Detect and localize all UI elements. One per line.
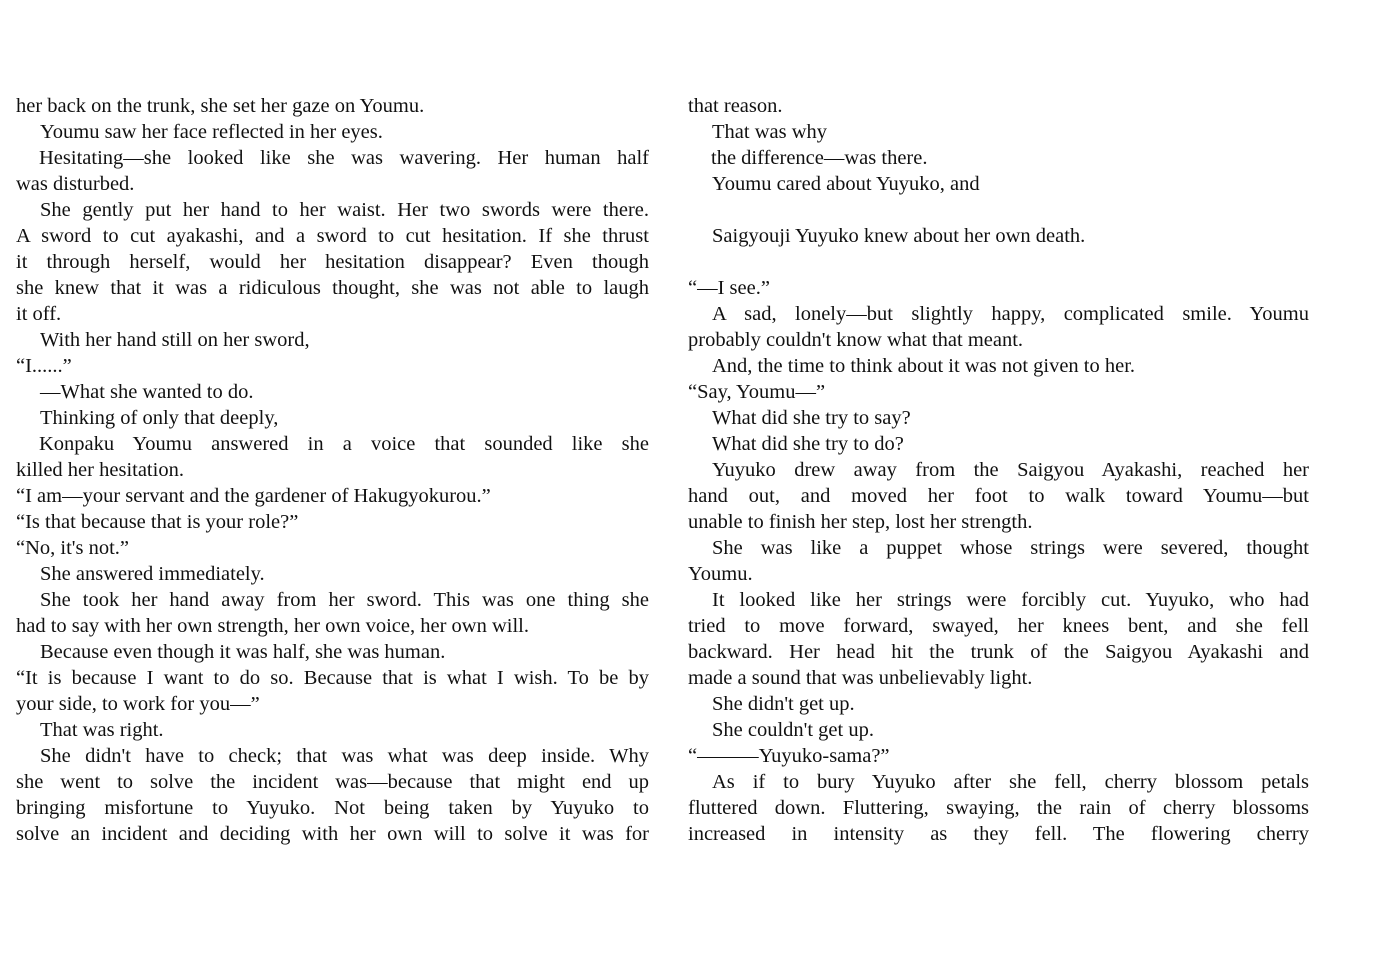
text-line: “Is that because that is your role?” xyxy=(16,511,299,533)
text-line: probably couldn't know what that meant. xyxy=(688,329,1024,351)
text-line: “It is because I want to do so. Because that is what I wish. To be by xyxy=(16,667,649,689)
text-line: It looked like her strings were forcibly cut. Yuyuko, who had xyxy=(712,589,1309,611)
text-line: solve an incident and deciding with her own will to solve it was for xyxy=(16,823,649,845)
text-line: She couldn't get up. xyxy=(712,719,874,741)
text-line: it off. xyxy=(16,303,62,325)
text-line: Youmu cared about Yuyuko, and xyxy=(712,173,980,195)
text-line: bringing misfortune to Yuyuko. Not being taken by Yuyuko to xyxy=(16,797,649,819)
text-line: What did she try to say? xyxy=(712,407,911,429)
text-line: she knew that it was a ridiculous thought, she was not able to laugh xyxy=(16,277,649,299)
text-line: That was right. xyxy=(40,719,164,741)
text-line: she went to solve the incident was—because that might end up xyxy=(16,771,649,793)
text-line: Konpaku Youmu answered in a voice that sounded like she xyxy=(39,433,649,455)
text-line: Because even though it was half, she was human. xyxy=(40,641,446,663)
text-line: “———Yuyuko-sama?” xyxy=(688,745,890,767)
text-line: “I am—your servant and the gardener of Hakugyokurou.” xyxy=(16,485,491,507)
text-line: backward. Her head hit the trunk of the Saigyou Ayakashi and xyxy=(688,641,1309,663)
text-line: “—I see.” xyxy=(688,277,770,299)
text-line xyxy=(688,249,1309,275)
text-line: hand out, and moved her foot to walk toward Youmu—but xyxy=(688,485,1309,507)
text-line: Youmu saw her face reflected in her eyes. xyxy=(40,121,383,143)
text-line: her back on the trunk, she set her gaze on Youmu. xyxy=(16,95,425,117)
text-line: She answered immediately. xyxy=(40,563,265,585)
text-line: it through herself, would her hesitation disappear? Even though xyxy=(16,251,649,273)
text-line: A sword to cut ayakashi, and a sword to cut hesitation. If she thrust xyxy=(16,225,649,247)
text-line: unable to finish her step, lost her strength. xyxy=(688,511,1033,533)
text-line: killed her hesitation. xyxy=(16,459,184,481)
text-line: She took her hand away from her sword. This was one thing she xyxy=(40,589,649,611)
text-line: “Say, Youmu—” xyxy=(688,381,826,403)
text-line: was disturbed. xyxy=(16,173,135,195)
text-line: A sad, lonely—but slightly happy, complicated smile. Youmu xyxy=(712,303,1309,325)
text-line: And, the time to think about it was not given to her. xyxy=(712,355,1136,377)
text-line: Saigyouji Yuyuko knew about her own death. xyxy=(712,225,1086,247)
text-line: made a sound that was unbelievably light. xyxy=(688,667,1033,689)
text-line: Yuyuko drew away from the Saigyou Ayakashi, reached her xyxy=(712,459,1309,481)
text-line xyxy=(688,197,1309,223)
text-line: What did she try to do? xyxy=(712,433,904,455)
text-line: As if to bury Yuyuko after she fell, cherry blossom petals xyxy=(712,771,1309,793)
text-line: “I......” xyxy=(16,355,72,377)
text-line: She was like a puppet whose strings were severed, thought xyxy=(712,537,1309,559)
text-line: the difference—was there. xyxy=(711,147,928,169)
text-line: your side, to work for you—” xyxy=(16,693,260,715)
text-line: She didn't get up. xyxy=(712,693,855,715)
text-line: Youmu. xyxy=(688,563,753,585)
text-line: “No, it's not.” xyxy=(16,537,130,559)
text-line: She didn't have to check; that was what was deep inside. Why xyxy=(40,745,649,767)
text-line: tried to move forward, swayed, her knees bent, and she fell xyxy=(688,615,1309,637)
text-line: She gently put her hand to her waist. Her two swords were there. xyxy=(40,199,649,221)
text-line: had to say with her own strength, her own voice, her own will. xyxy=(16,615,529,637)
text-line: Thinking of only that deeply, xyxy=(40,407,279,429)
text-line: —What she wanted to do. xyxy=(40,381,254,403)
page-column-right xyxy=(688,93,1309,847)
text-line: increased in intensity as they fell. The flowering cherry xyxy=(688,823,1309,845)
text-line: that reason. xyxy=(688,95,783,117)
text-line: Hesitating—she looked like she was wavering. Her human half xyxy=(39,147,649,169)
page-column-left xyxy=(16,93,649,847)
text-line: That was why xyxy=(712,121,828,143)
text-line: fluttered down. Fluttering, swaying, the rain of cherry blossoms xyxy=(688,797,1309,819)
text-line: With her hand still on her sword, xyxy=(40,329,310,351)
